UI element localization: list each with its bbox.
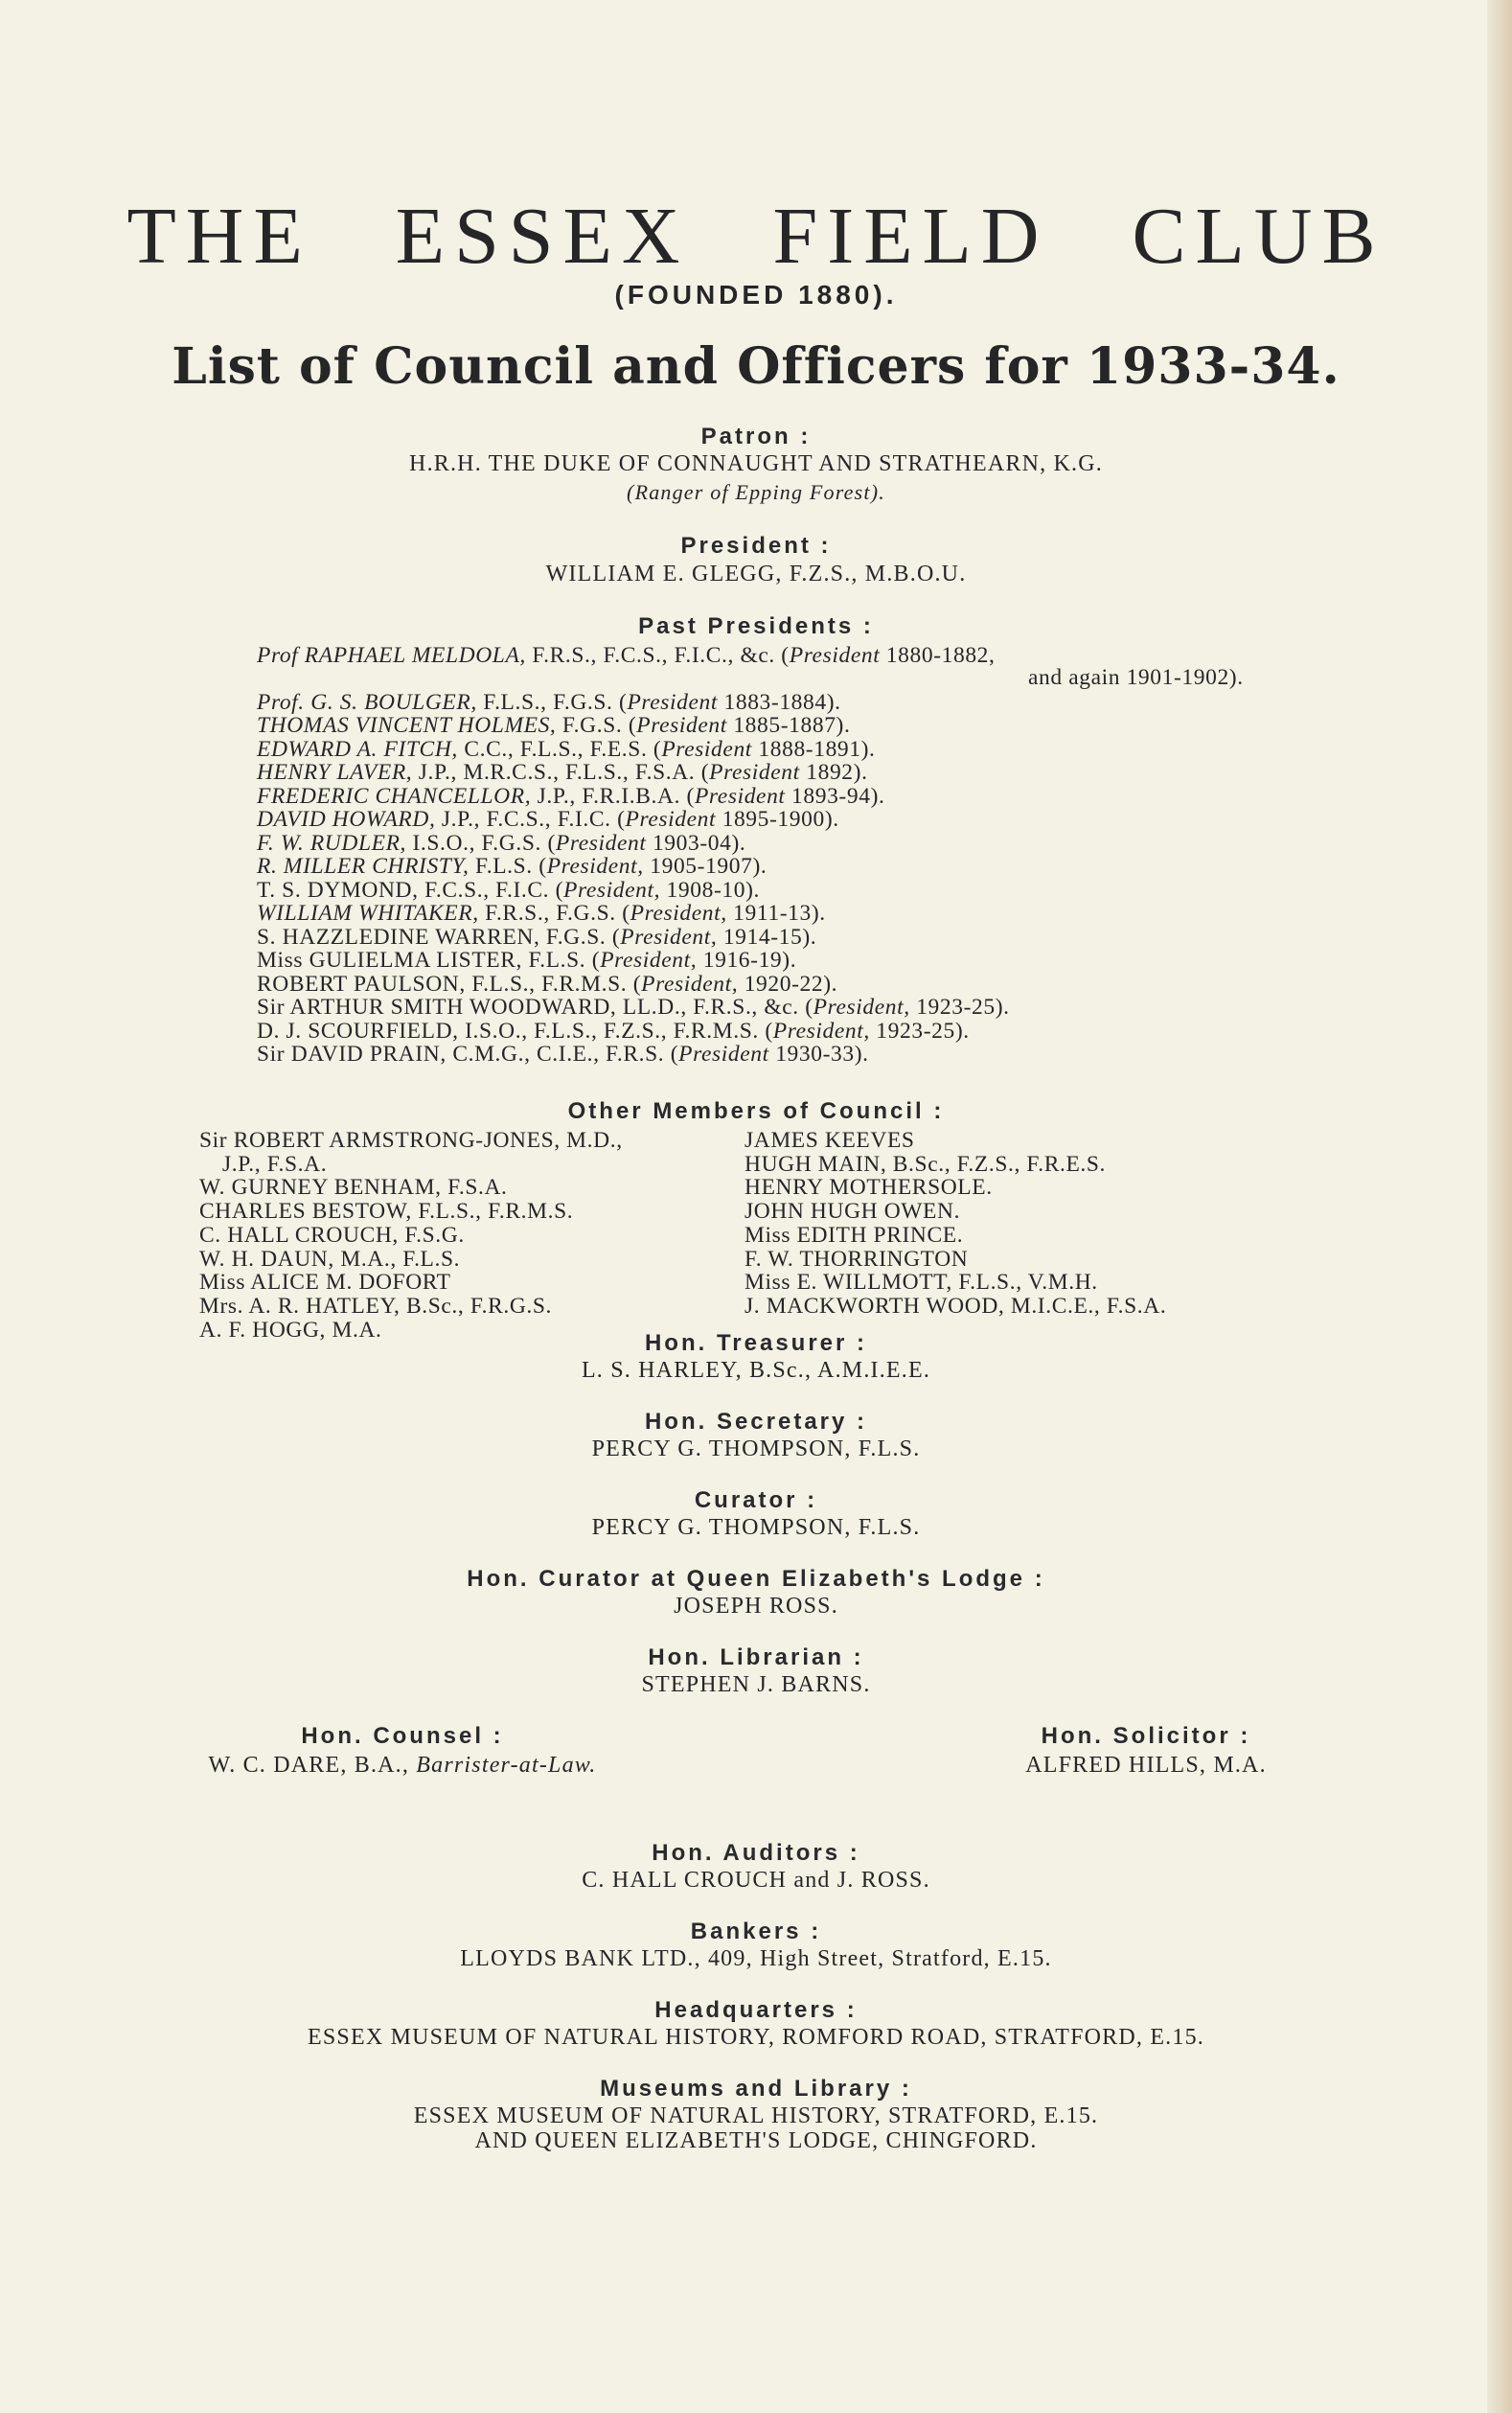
past-president-role: President — [625, 807, 717, 832]
council-member: Sir ROBERT ARMSTRONG-JONES, M.D., — [199, 1128, 623, 1153]
council-member: Mrs. A. R. HATLEY, B.Sc., F.R.G.S. — [199, 1293, 553, 1319]
past-president-entry — [257, 855, 1330, 879]
past-president-entry — [257, 879, 1330, 903]
past-president-role: President — [555, 830, 647, 856]
past-president-years: 1911-13). — [726, 901, 826, 926]
past-president-years: 1895-1900). — [716, 807, 839, 832]
past-president-years: 1914-15). — [717, 924, 817, 950]
council-member: J.P., F.S.A. — [222, 1151, 328, 1177]
past-president-entry — [257, 902, 1330, 926]
past-president-years: 1923-25). — [869, 1018, 970, 1044]
council-member: F. W. THORRINGTON — [745, 1246, 969, 1272]
president-heading: President : — [680, 533, 832, 559]
past-president-role: President, — [630, 901, 727, 926]
past-president-years: 1908-10). — [660, 877, 760, 903]
past-president-role: President — [661, 736, 752, 762]
past-president-entry — [257, 738, 1330, 762]
past-president-quals: S. HAZZLEDINE WARREN, F.G.S. ( — [257, 924, 621, 950]
past-president-years: 1893-94). — [785, 783, 885, 809]
bankers-name: LLOYDS BANK LTD., 409, High Street, Stratford, E.15. — [460, 1946, 1052, 1971]
past-president-role: President — [789, 643, 881, 668]
past-president-name: WILLIAM WHITAKER, — [257, 901, 479, 926]
past-presidents-heading: Past Presidents : — [638, 613, 874, 639]
lodge-curator-heading: Hon. Curator at Queen Elizabeth's Lodge : — [467, 1566, 1045, 1592]
auditors-name: C. HALL CROUCH and J. ROSS. — [582, 1868, 930, 1893]
founded-line: (FOUNDED 1880). — [614, 280, 898, 310]
past-president-role: President — [678, 1042, 769, 1067]
past-president-role: President, — [620, 924, 718, 950]
counsel-name: W. C. DARE, B.A., — [208, 1753, 410, 1778]
past-president-years: 1888-1891). — [751, 736, 876, 762]
document-title: THE ESSEX FIELD CLUB — [126, 192, 1386, 281]
council-member: Miss ALICE M. DOFORT — [199, 1270, 451, 1296]
patron-note: (Ranger of Epping Forest). — [627, 480, 885, 504]
librarian-heading: Hon. Librarian : — [648, 1644, 864, 1670]
council-member: W. GURNEY BENHAM, F.S.A. — [199, 1175, 508, 1201]
past-president-role: President, — [772, 1018, 870, 1044]
past-president-quals: F.G.S. ( — [556, 713, 637, 738]
past-president-quals: J.P., F.R.I.B.A. ( — [531, 783, 695, 809]
council-member: W. H. DAUN, M.A., F.L.S. — [199, 1246, 461, 1272]
past-president-role: President — [694, 783, 786, 809]
council-member: JAMES KEEVES — [745, 1128, 915, 1153]
past-president-quals: J.P., F.C.S., F.I.C. ( — [435, 807, 626, 832]
past-president-quals: C.C., F.L.S., F.E.S. ( — [457, 736, 662, 762]
past-president-entry — [257, 691, 1330, 715]
president-name: WILLIAM E. GLEGG, F.Z.S., M.B.O.U. — [545, 562, 967, 586]
past-president-quals: T. S. DYMOND, F.C.S., F.I.C. ( — [257, 877, 563, 903]
past-president-quals: F.L.S. ( — [469, 854, 547, 879]
past-president-quals: Miss GULIELMA LISTER, F.L.S. ( — [257, 948, 601, 973]
council-member: HUGH MAIN, B.Sc., F.Z.S., F.R.E.S. — [745, 1151, 1107, 1177]
past-president-role: President — [636, 713, 727, 738]
council-member: Miss E. WILLMOTT, F.L.S., V.M.H. — [745, 1270, 1098, 1296]
past-president-name: THOMAS VINCENT HOLMES, — [257, 713, 557, 738]
past-president-entry — [257, 761, 1330, 785]
bankers-heading: Bankers : — [690, 1919, 822, 1944]
past-president-quals: Sir DAVID PRAIN, C.M.G., C.I.E., F.R.S. ( — [257, 1042, 679, 1067]
past-president-quals: J.P., M.R.C.S., F.L.S., F.S.A. ( — [412, 760, 710, 785]
past-president-name: R. MILLER CHRISTY, — [257, 854, 470, 879]
past-president-quals: ROBERT PAULSON, F.L.S., F.R.M.S. ( — [257, 971, 642, 997]
solicitor-heading: Hon. Solicitor : — [1041, 1723, 1251, 1749]
council-member: CHARLES BESTOW, F.L.S., F.R.M.S. — [199, 1199, 574, 1225]
treasurer-heading: Hon. Treasurer : — [644, 1330, 868, 1356]
curator-name: PERCY G. THOMPSON, F.L.S. — [591, 1515, 921, 1540]
past-president-entry — [257, 714, 1330, 738]
past-president-entry — [257, 926, 1330, 950]
past-president-name: DAVID HOWARD, — [257, 807, 436, 832]
past-president-entry — [257, 949, 1330, 973]
past-president-role: President — [627, 689, 719, 715]
past-president-name: EDWARD A. FITCH, — [257, 736, 458, 762]
council-right-column — [745, 1129, 1166, 1319]
past-presidents-list — [257, 644, 1330, 1067]
lodge-curator-name: JOSEPH ROSS. — [674, 1594, 838, 1619]
past-president-quals: Sir ARTHUR SMITH WOODWARD, LL.D., F.R.S., &c. ( — [257, 995, 813, 1020]
past-president-role: President, — [563, 877, 661, 903]
counsel-line — [182, 1752, 623, 1779]
council-member: Miss EDITH PRINCE. — [745, 1222, 964, 1248]
counsel-note: Barrister-at-Law. — [416, 1753, 597, 1778]
museums-line2: AND QUEEN ELIZABETH'S LODGE, CHINGFORD. — [474, 2128, 1038, 2153]
council-member: JOHN HUGH OWEN. — [745, 1199, 961, 1225]
past-president-entry — [257, 1043, 1330, 1067]
curator-heading: Curator : — [694, 1487, 818, 1513]
past-president-years: 1885-1887). — [726, 713, 851, 738]
patron-heading: Patron : — [700, 424, 812, 449]
auditors-heading: Hon. Auditors : — [652, 1840, 860, 1866]
past-president-entry — [257, 1020, 1330, 1044]
patron-name: H.R.H. THE DUKE OF CONNAUGHT AND STRATHEARN, K.G. — [409, 451, 1103, 476]
document-subtitle: List of Council and Officers for 1933-34. — [172, 337, 1340, 396]
museums-heading: Museums and Library : — [600, 2076, 912, 2102]
council-left-column — [199, 1129, 623, 1342]
past-president-name: FREDERIC CHANCELLOR, — [257, 783, 532, 809]
past-president-role: President, — [546, 854, 644, 879]
past-president-years: 1923-25). — [909, 995, 1010, 1020]
solicitor-block — [993, 1723, 1299, 1779]
headquarters-heading: Headquarters : — [654, 1997, 858, 2023]
past-president-name: Prof RAPHAEL MELDOLA, — [257, 643, 526, 668]
past-president-role: President — [709, 760, 800, 785]
past-president-name: Prof. G. S. BOULGER, — [257, 689, 477, 715]
council-member: A. F. HOGG, M.A. — [199, 1317, 382, 1343]
past-president-name: F. W. RUDLER, — [257, 830, 406, 856]
past-president-name: HENRY LAVER, — [257, 760, 413, 785]
past-president-role: President, — [641, 971, 739, 997]
past-president-quals: F.L.S., F.G.S. ( — [476, 689, 628, 715]
past-president-entry — [257, 973, 1330, 997]
past-president-quals: F.R.S., F.C.S., F.I.C., &c. ( — [525, 643, 790, 668]
past-president-quals: F.R.S., F.G.S. ( — [478, 901, 630, 926]
past-president-quals: D. J. SCOURFIELD, I.S.O., F.L.S., F.Z.S., F.R.M.S. ( — [257, 1018, 773, 1044]
solicitor-name: ALFRED HILLS, M.A. — [1025, 1753, 1267, 1778]
past-president-continuation: and again 1901-1902). — [1028, 665, 1244, 690]
past-president-entry — [257, 785, 1330, 809]
council-member: C. HALL CROUCH, F.S.G. — [199, 1222, 465, 1248]
headquarters-name: ESSEX MUSEUM OF NATURAL HISTORY, ROMFORD ROAD, STRATFORD, E.15. — [308, 2025, 1204, 2050]
past-president-entry — [257, 832, 1330, 856]
past-president-role: President, — [600, 948, 698, 973]
past-president-years: 1883-1884). — [718, 689, 841, 715]
past-president-years: 1920-22). — [738, 971, 838, 997]
past-president-entry — [257, 644, 1330, 668]
counsel-heading: Hon. Counsel : — [301, 1723, 504, 1749]
past-president-years: 1916-19). — [697, 948, 797, 973]
past-president-quals: I.S.O., F.G.S. ( — [406, 830, 556, 856]
past-president-years: 1892). — [799, 760, 868, 785]
librarian-name: STEPHEN J. BARNS. — [641, 1672, 871, 1697]
secretary-name: PERCY G. THOMPSON, F.L.S. — [591, 1436, 921, 1461]
council-member: J. MACKWORTH WOOD, M.I.C.E., F.S.A. — [745, 1293, 1167, 1319]
council-heading: Other Members of Council : — [567, 1098, 945, 1124]
past-president-entry — [257, 996, 1330, 1020]
past-president-years: 1903-04). — [646, 830, 746, 856]
museums-line1: ESSEX MUSEUM OF NATURAL HISTORY, STRATFORD, E.15. — [413, 2103, 1099, 2128]
past-president-years: 1880-1882, — [880, 643, 996, 668]
council-member: HENRY MOTHERSOLE. — [745, 1175, 993, 1201]
past-president-years: 1930-33). — [768, 1042, 869, 1067]
past-president-years: 1905-1907). — [643, 854, 767, 879]
counsel-block — [182, 1723, 623, 1779]
treasurer-name: L. S. HARLEY, B.Sc., A.M.I.E.E. — [581, 1358, 931, 1383]
past-president-entry — [257, 808, 1330, 832]
secretary-heading: Hon. Secretary : — [644, 1409, 868, 1435]
past-president-role: President, — [813, 995, 910, 1020]
